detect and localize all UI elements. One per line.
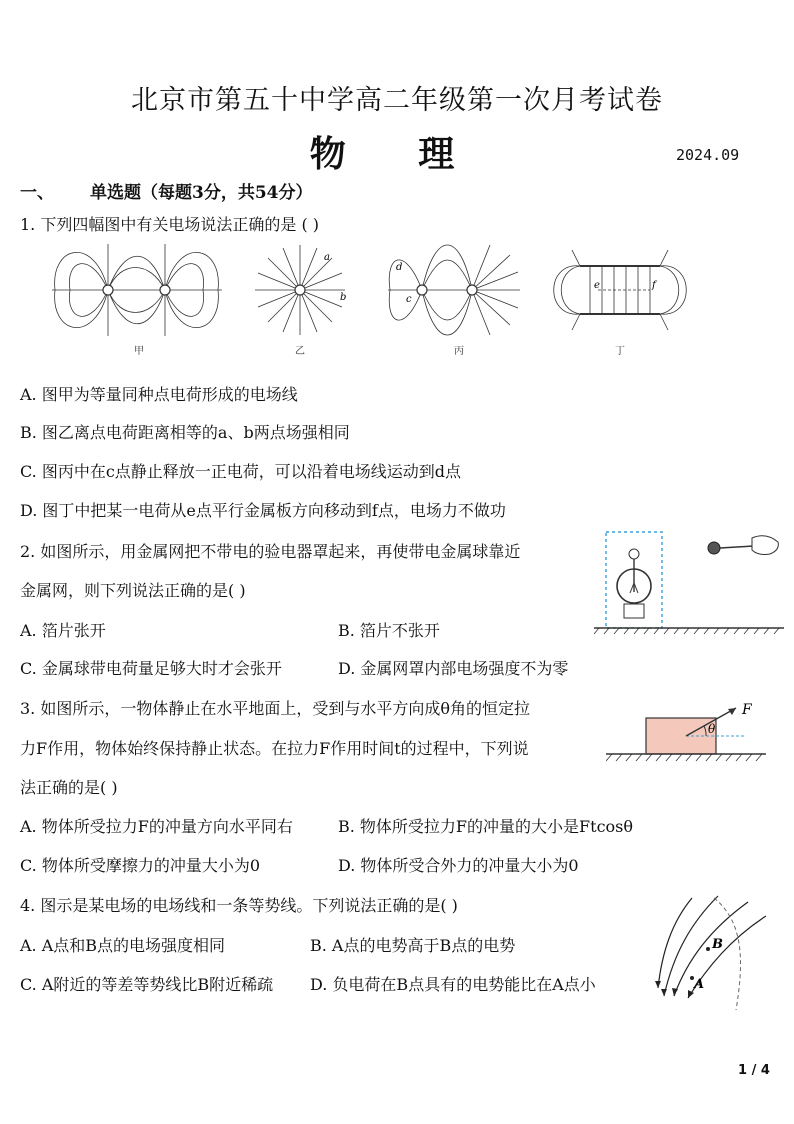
q1-option-d: D. 图丁中把某一电荷从e点平行金属板方向移动到f点，电场力不做功: [20, 501, 506, 520]
q3-option-c: C. 物体所受摩擦力的冲量大小为0: [20, 856, 261, 875]
q3-figure: [606, 698, 786, 768]
q4-option-b: B. A点的电势高于B点的电势: [310, 936, 516, 955]
figure-ding: [554, 250, 687, 330]
point-b-label: B: [712, 937, 723, 952]
q1-option-a: A. 图甲为等量同种点电荷形成的电场线: [20, 385, 298, 404]
q2-option-a: A. 箔片张开: [20, 621, 106, 640]
q3-option-d: D. 物体所受合外力的冲量大小为0: [338, 856, 579, 875]
q3-stem-line3: 法正确的是( ): [20, 778, 118, 797]
label-a: a: [324, 252, 330, 263]
q4-option-a: A. A点和B点的电场强度相同: [20, 936, 226, 955]
force-label: F: [742, 702, 752, 718]
q2-option-b: B. 箔片不张开: [338, 621, 440, 640]
point-a-label: A: [694, 977, 705, 992]
label-e: e: [594, 280, 600, 291]
caption-bing: 丙: [454, 346, 464, 357]
q2-figure: [594, 528, 784, 638]
section-title: 单选题（每题3分，共54分）: [90, 183, 313, 203]
section-number: 一、: [20, 183, 54, 203]
q4-figure: [652, 892, 772, 1012]
angle-label: θ: [708, 722, 716, 736]
label-f: f: [652, 280, 656, 291]
q4-option-c: C. A附近的等差等势线比B附近稀疏: [20, 975, 274, 994]
q1-option-b: B. 图乙离点电荷距离相等的a、b两点场强相同: [20, 423, 350, 442]
equipotential-line: [714, 898, 741, 1010]
figure-jia: [52, 244, 222, 336]
q3-option-b: B. 物体所受拉力F的冲量的大小是Ftcosθ: [338, 817, 634, 836]
q2-stem-line1: 2. 如图所示，用金属网把不带电的验电器罩起来，再使带电金属球靠近: [20, 542, 521, 561]
label-b: b: [340, 292, 347, 303]
label-c: c: [406, 294, 412, 305]
q2-stem-line2: 金属网，则下列说法正确的是( ): [20, 581, 246, 600]
q1-figures: [50, 240, 700, 360]
caption-ding: 丁: [615, 346, 625, 357]
charged-ball: [708, 542, 720, 554]
exam-date: 2024.09: [676, 146, 740, 164]
q1-option-c: C. 图丙中在c点静止释放一正电荷，可以沿着电场线运动到d点: [20, 462, 462, 481]
q2-option-d: D. 金属网罩内部电场强度不为零: [338, 659, 569, 678]
q4-option-d: D. 负电荷在B点具有的电势能比在A点小: [310, 975, 596, 994]
label-d: d: [396, 262, 403, 273]
subject-title: 物 理: [309, 133, 485, 175]
q2-option-c: C. 金属球带电荷量足够大时才会张开: [20, 659, 282, 678]
figure-bing: [388, 245, 520, 335]
figure-yi: [255, 245, 345, 335]
exam-title: 北京市第五十中学高二年级第一次月考试卷: [131, 85, 663, 116]
page-indicator: 1 / 4: [738, 1063, 770, 1078]
hand-icon: [752, 536, 778, 555]
q3-stem-line2: 力F作用，物体始终保持静止状态。在拉力F作用时间t的过程中，下列说: [20, 739, 529, 758]
caption-yi: 乙: [295, 346, 305, 357]
section-heading: [20, 178, 313, 203]
q3-stem-line1: 3. 如图所示，一物体静止在水平地面上，受到与水平方向成θ角的恒定拉: [20, 699, 530, 718]
q3-option-a: A. 物体所受拉力F的冲量方向水平同右: [20, 817, 293, 836]
q4-stem: 4. 图示是某电场的电场线和一条等势线。下列说法正确的是( ): [20, 896, 458, 915]
electroscope-knob: [629, 549, 639, 559]
block: [646, 718, 716, 754]
q1-stem: 1. 下列四幅图中有关电场说法正确的是 ( ): [20, 215, 320, 234]
caption-jia: 甲: [134, 346, 144, 357]
